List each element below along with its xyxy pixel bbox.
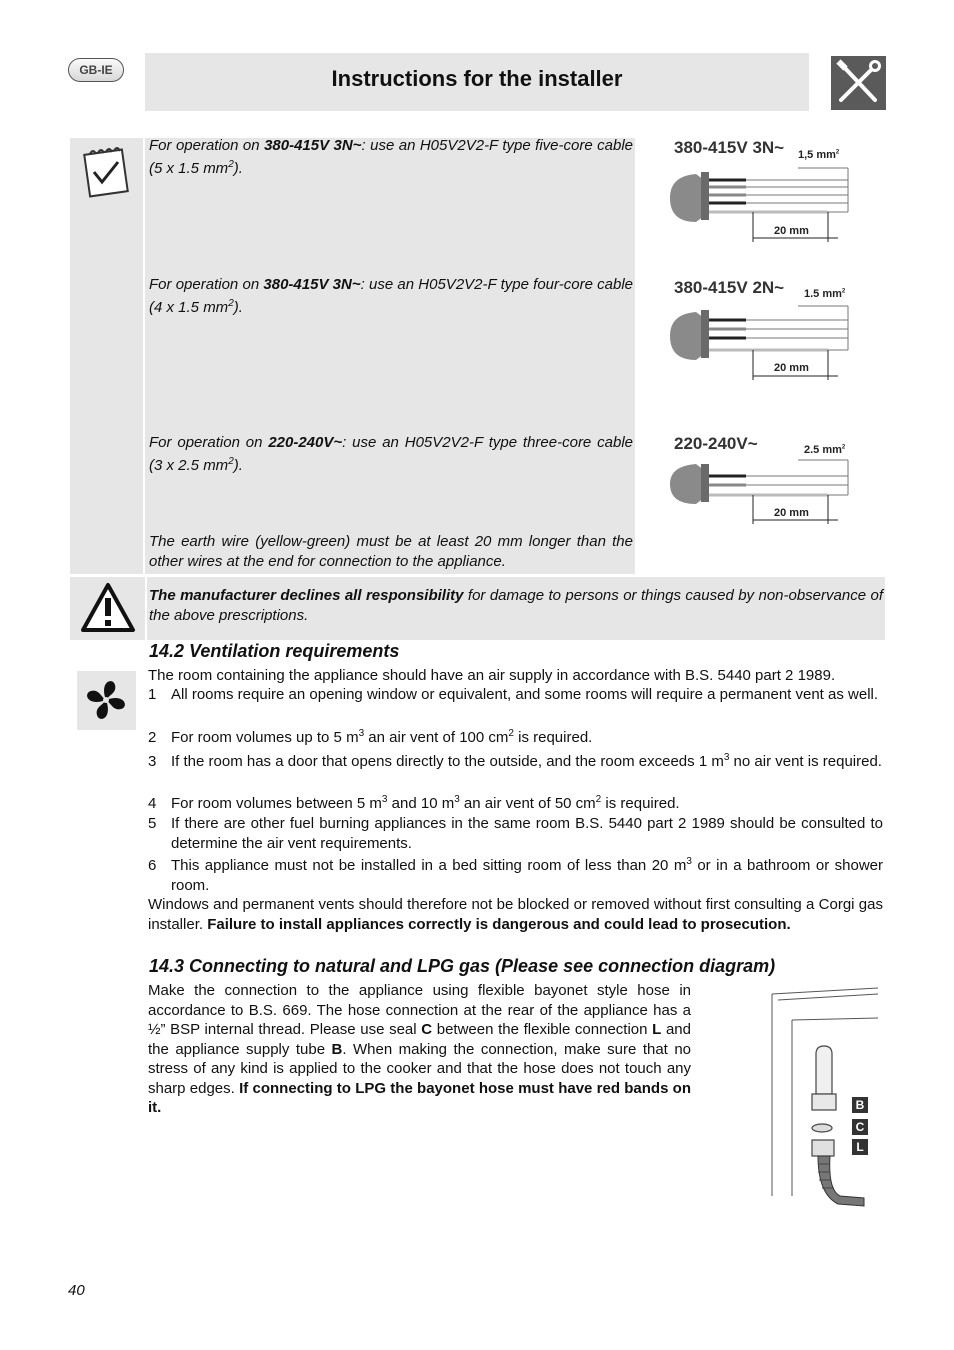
text: or in a bathroom or shower room. <box>171 857 883 894</box>
note-earth-wire: The earth wire (yellow-green) must be at least 20 mm longer than the other wires at the end for connection to the appliance. <box>149 533 633 570</box>
note-three-core <box>149 431 633 477</box>
fan-icon <box>77 671 136 730</box>
note-icon-column <box>70 138 145 574</box>
text: between the flexible connection <box>432 1021 653 1038</box>
text: . When making the connection, make sure that no stress of any kind is applied to the cooker and that the hose does not touch any sharp edges. <box>148 1040 692 1097</box>
text: Windows and permanent vents should therefore not be blocked or removed without first consulting a Corgi gas installer. <box>148 896 883 933</box>
warning-icon <box>80 582 136 639</box>
callout-b: B <box>852 1097 868 1113</box>
ventilation-closing <box>148 895 883 934</box>
sup: 3 <box>358 728 365 739</box>
cable-diagram-2 <box>668 276 868 386</box>
list-number: 2 <box>148 729 157 746</box>
warning-text <box>149 586 883 626</box>
sup: 3 <box>686 856 692 867</box>
text: is required. <box>601 795 680 812</box>
text: : use an H05V2V2-F type three-core cable (3 x 2.5 mm <box>149 434 633 474</box>
list-number: 3 <box>148 753 157 770</box>
region-badge: GB-IE <box>68 58 124 82</box>
ventilation-item-3 <box>171 752 883 772</box>
cable-diagram-3 <box>668 432 868 532</box>
sup: 3 <box>723 752 730 763</box>
text: : use an H05V2V2-F type four-core cable (4 x 1.5 mm <box>149 276 634 316</box>
warning-bold: The manufacturer declines all responsibility <box>149 587 464 604</box>
callout-l: L <box>852 1139 868 1155</box>
cable-drawing <box>668 452 868 532</box>
page-title: Instructions for the installer <box>331 66 623 91</box>
voltage: 380-415V 3N~ <box>263 276 361 293</box>
notepad-check-icon <box>78 142 136 205</box>
text: For room volumes up to 5 m <box>171 729 359 746</box>
sup: 3 <box>381 794 388 805</box>
gas-connection-diagram <box>768 984 882 1216</box>
ventilation-item-6 <box>171 856 883 895</box>
callout-c: C <box>852 1119 868 1135</box>
sup: 2 <box>228 159 234 170</box>
text: For operation on <box>149 137 265 154</box>
cable-drawing <box>668 300 868 386</box>
diagram-voltage-label: 380-415V 3N~ <box>674 138 785 157</box>
mm: 1.5 mm <box>804 288 842 300</box>
text: This appliance must not be installed in a bed sitting room of less than 20 m <box>171 857 687 874</box>
sup: 2 <box>228 456 234 467</box>
voltage: 380-415V 3N~ <box>264 137 362 154</box>
diagram-voltage-label: 220-240V~ <box>674 434 758 453</box>
mm: 2.5 mm <box>804 444 842 456</box>
text: For operation on <box>149 276 264 293</box>
gas-heading: 14.3 Connecting to natural and LPG gas (Please see connection diagram) <box>149 956 776 976</box>
warning-rest: for damage to persons or things caused by non-observance of the above prescriptions. <box>149 587 883 624</box>
list-number: 4 <box>148 795 157 812</box>
diagram-section-label: 2.5 $mm^2$ <box>804 444 846 456</box>
text: For room volumes between 5 m <box>171 795 382 812</box>
diagram-voltage-label: 380-415V 2N~ <box>674 278 785 297</box>
diagram-length-label: 20 mm <box>774 362 809 374</box>
text: an air vent of 100 cm <box>364 729 509 746</box>
cable-diagram-1 <box>668 136 868 248</box>
label-b: B <box>331 1040 343 1058</box>
voltage: 220-240V~ <box>268 434 343 451</box>
gas-paragraph <box>148 981 691 1118</box>
label-c: C <box>421 1021 433 1038</box>
note-four-core <box>149 273 633 319</box>
text: no air vent is required. <box>729 753 882 770</box>
ventilation-intro: The room containing the appliance should have an air supply in accordance with B.S. 5440 part 2 1989. <box>148 667 836 684</box>
text: Make the connection to the appliance using flexible bayonet style hose in accordance to B.S. 669. The hose connection at the rear of the appliance has a ½” BSP internal thread. Please use seal <box>148 982 691 1038</box>
page-number: 40 <box>68 1282 85 1299</box>
sup: 3 <box>454 794 460 805</box>
list-number: 1 <box>148 686 157 703</box>
text: and 10 m <box>387 795 455 812</box>
tools-icon <box>831 56 886 110</box>
text: : use an H05V2V2-F type five-core cable (5 x 1.5 mm <box>149 137 633 177</box>
text: For operation on <box>149 434 269 451</box>
ventilation-heading: 14.2 Ventilation requirements <box>149 641 400 661</box>
text: If the room has a door that opens directly to the outside, and the room exceeds 1 m <box>171 753 724 770</box>
ventilation-item-2 <box>171 728 883 748</box>
text: ). <box>233 299 243 316</box>
cable-drawing <box>668 162 868 248</box>
ventilation-item-4 <box>171 794 883 814</box>
diagram-length-label: 20 mm <box>774 507 809 519</box>
diagram-section-label: 1.5 $mm^2$ <box>804 288 846 300</box>
text: ). <box>233 160 243 177</box>
text: an air vent of 50 cm <box>459 795 596 812</box>
warning-left-divider <box>145 577 147 640</box>
note-five-core <box>149 134 633 180</box>
cable-note-panel <box>70 138 635 574</box>
mm: 1,5 mm <box>798 149 836 161</box>
bold-text: Failure to install appliances correctly is dangerous and could lead to prosecution. <box>207 915 791 933</box>
sup: 2 <box>508 728 514 739</box>
ventilation-item-5: If there are other fuel burning appliances in the same room B.S. 5440 part 2 1989 should be consulted to determine the air vent requirements. <box>171 815 883 852</box>
sup: 2 <box>228 298 234 309</box>
diagram-section-label: 1,5 $mm^2$ <box>798 149 840 161</box>
sup: 2 <box>595 794 602 805</box>
ventilation-item-1: All rooms require an opening window or equivalent, and some rooms will require a permanent vent as well. <box>171 686 879 703</box>
text: ). <box>233 457 243 474</box>
text: is required. <box>513 729 593 746</box>
label-l: L <box>652 1021 662 1038</box>
diagram-length-label: 20 mm <box>774 225 809 237</box>
bold-text: If connecting to LPG the bayonet hose must have red bands on it. <box>148 1079 691 1116</box>
list-number: 6 <box>148 857 157 874</box>
list-number: 5 <box>148 815 157 832</box>
text: and the appliance supply tube <box>148 1021 691 1058</box>
